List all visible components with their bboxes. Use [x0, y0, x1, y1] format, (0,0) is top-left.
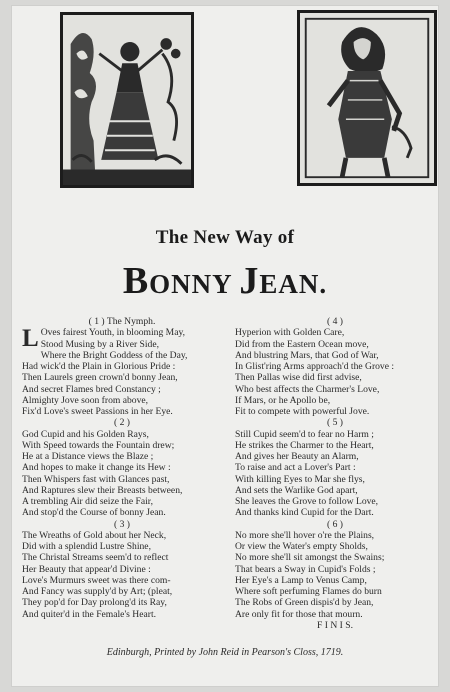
verse-text: And thanks kind Cupid for the Dart.: [235, 507, 374, 519]
verse-text: And Fancy was supply'd by Art; (pleat,: [22, 586, 173, 597]
verse-line: [22, 507, 222, 518]
verse-text: ( 4 ): [327, 316, 343, 327]
verse-line: [235, 361, 435, 372]
stanza-number: [235, 519, 435, 530]
verse-line: [235, 406, 435, 417]
verse-line: [22, 609, 222, 620]
verse-line: [22, 384, 222, 395]
drop-cap-initial: L: [22, 325, 39, 353]
verse-text: With killing Eyes to Mar she flys,: [235, 473, 365, 485]
verse-text: And Raptures slew their Breasts between,: [22, 484, 183, 496]
verse-text: Are only fit for those that mourn.: [235, 608, 363, 620]
verse-text: With Speed towards the Fountain drew;: [22, 439, 175, 451]
verse-text: Fit to compete with powerful Jove.: [235, 406, 370, 417]
verse-text: No more she'll hover o're the Plains,: [235, 529, 375, 541]
verse-line: [235, 541, 435, 552]
verse-line: [22, 530, 222, 541]
gentleman-figure-icon: [300, 13, 434, 183]
verse-text: The Robs of Green dispis'd by Jean,: [235, 597, 374, 609]
verse-text: Where soft perfuming Flames do burn: [235, 586, 382, 597]
verse-line: [235, 462, 435, 473]
stanza-number: [22, 417, 222, 428]
title-initial-b: B: [122, 260, 150, 302]
stanza-number: [235, 316, 435, 327]
stanza-number: [235, 620, 435, 631]
verse-text: Did from the Eastern Ocean move,: [235, 338, 369, 350]
verse-line: [22, 541, 222, 552]
verse-text: Who best affects the Charmer's Love,: [235, 383, 380, 395]
verse-line: [22, 350, 222, 361]
stanza-number: [235, 417, 435, 428]
verse-text: She leaves the Grove to follow Love,: [235, 496, 379, 507]
title-line-1: The New Way of: [155, 227, 295, 248]
verse-text: The Wreaths of Gold about her Neck,: [22, 529, 167, 541]
stanza-number: [22, 316, 222, 327]
woodcut-nymph-image: [60, 12, 194, 188]
verse-text: He strikes the Charmer to the Heart,: [235, 439, 374, 451]
verse-column-left: [22, 316, 222, 620]
verse-text: Her Eye's a Lamp to Venus Camp,: [235, 574, 367, 586]
verse-text: Oves fairest Youth, in blooming May,: [40, 327, 186, 339]
verse-line: [22, 564, 222, 575]
verse-line: [22, 429, 222, 440]
verse-text: They pop'd for Day prolong'd its Ray,: [22, 597, 167, 609]
verse-text: To raise and act a Lover's Part :: [235, 462, 356, 474]
verse-line: [235, 496, 435, 507]
verse-line: [22, 361, 222, 372]
verse-text: Did with a splendid Lustre Shine,: [22, 541, 151, 552]
verse-line: [22, 372, 222, 383]
verse-text: Hyperion with Golden Care,: [235, 327, 345, 339]
verse-line: [235, 609, 435, 620]
verse-line: [22, 586, 222, 597]
verse-line: [235, 350, 435, 361]
verse-line: [235, 474, 435, 485]
verse-line: [235, 451, 435, 462]
verse-text: No more she'll sit amongst the Swains;: [235, 552, 385, 564]
verse-line: [235, 597, 435, 608]
verse-text: And blustring Mars, that God of War,: [235, 349, 379, 361]
verse-line: [235, 564, 435, 575]
title-initial-j: J: [239, 260, 260, 302]
verse-text: ( 6 ): [327, 518, 343, 530]
verse-text: F I N I S.: [317, 619, 353, 631]
verse-text: God Cupid and his Golden Rays,: [22, 428, 149, 440]
verse-text: Then Laurels green crown'd bonny Jean,: [22, 372, 178, 384]
broadside-sheet: [12, 6, 438, 686]
verse-line: [235, 429, 435, 440]
verse-text: Almighty Jove soon from above,: [22, 394, 149, 406]
verse-text: Her Beauty that appear'd Divine :: [22, 563, 151, 575]
verse-text: And sets the Warlike God apart,: [235, 484, 358, 496]
verse-line: [22, 462, 222, 473]
verse-text: If Mars, or he Apollo be,: [235, 394, 331, 406]
verse-line: [235, 395, 435, 406]
title-rest-onny: ONNY: [149, 269, 240, 299]
stanza-number: [22, 519, 222, 530]
verse-line: [22, 440, 222, 451]
verse-text: In Glist'ring Arms approach'd the Grove :: [235, 361, 395, 372]
verse-text: Love's Murmurs sweet was there com-: [22, 574, 171, 586]
verse-text: ( 3 ): [114, 518, 130, 530]
verse-text: That bears a Sway in Cupid's Folds ;: [235, 563, 376, 575]
verse-line: [22, 474, 222, 485]
verse-text: Had wick'd the Plain in Glorious Pride :: [22, 361, 176, 372]
verse-text: ( 2 ): [114, 417, 130, 429]
verse-text: And gives her Beauty an Alarm,: [235, 451, 359, 462]
verse-line: [235, 440, 435, 451]
verse-text: And secret Flames bred Constancy ;: [22, 383, 161, 395]
verse-line: [22, 395, 222, 406]
verse-column-right: [235, 316, 435, 631]
verse-line: [235, 552, 435, 563]
verse-line: [22, 575, 222, 586]
nymph-figure-icon: [63, 15, 191, 185]
verse-text: Then Whispers fast with Glances past,: [22, 473, 170, 485]
verse-line: [22, 552, 222, 563]
verse-text: Fix'd Love's sweet Passions in her Eye.: [22, 406, 173, 417]
verse-text: ( 5 ): [327, 417, 343, 429]
verse-line: [235, 372, 435, 383]
verse-line: [235, 586, 435, 597]
verse-line: [22, 496, 222, 507]
verse-line: [235, 530, 435, 541]
verse-text: The Christal Streams seem'd to reflect: [22, 552, 169, 564]
verse-line: [235, 507, 435, 518]
verse-text: And stop'd the Course of bonny Jean.: [22, 507, 166, 519]
verse-text: Still Cupid seem'd to fear no Harm ;: [235, 428, 374, 440]
verse-line: [235, 575, 435, 586]
verse-line: [235, 327, 435, 338]
verse-text: And hopes to make it change its Hew :: [22, 462, 171, 474]
verse-line: [22, 597, 222, 608]
verse-line: [235, 485, 435, 496]
title-rest-ean: EAN.: [259, 269, 328, 299]
verse-text: Or view the Water's empty Sholds,: [235, 541, 368, 552]
verse-line: [22, 339, 222, 350]
verse-line: [22, 451, 222, 462]
verse-line: [22, 406, 222, 417]
verse-text: A trembling Air did seize the Fair,: [22, 496, 153, 507]
verse-text: And quiter'd in the Female's Heart.: [22, 608, 157, 620]
verse-line: [235, 339, 435, 350]
verse-text: He at a Distance views the Blaze ;: [22, 451, 154, 462]
verse-text: Then Pallas wise did first advise,: [235, 372, 362, 384]
woodcut-gentleman-image: [297, 10, 437, 186]
verse-text: Stood Musing by a River Side,: [40, 338, 160, 350]
verse-text: Where the Bright Goddess of the Day,: [40, 349, 188, 361]
verse-line: [235, 384, 435, 395]
title-line-2: [12, 259, 438, 303]
verse-line: [22, 485, 222, 496]
verse-text: ( 1 ) The Nymph.: [88, 316, 156, 327]
printer-imprint: Edinburgh, Printed by John Reid in Pearson's Closs, 1719.: [106, 647, 344, 658]
